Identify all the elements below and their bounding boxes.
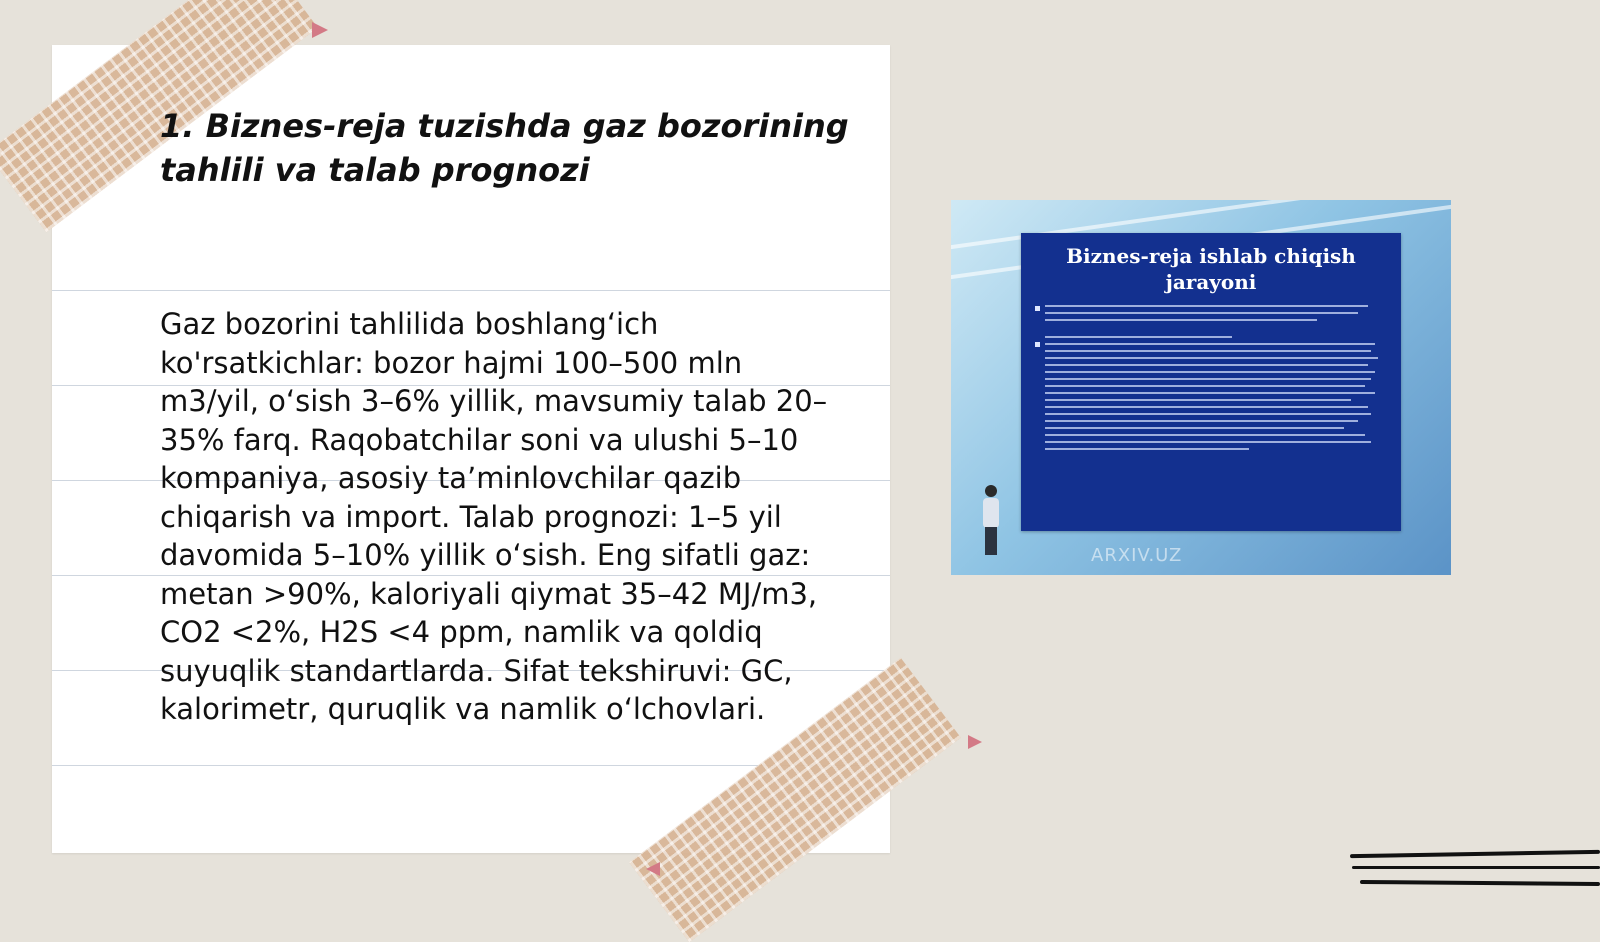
business-plan-picture — [951, 200, 1451, 575]
tape-end-accent — [968, 735, 982, 749]
decorative-brush-stroke — [1360, 880, 1600, 886]
bullet-icon — [1035, 306, 1040, 311]
slide-body-text: Gaz bozorini tahlilida boshlang‘ich ko'rsatkichlar: bozor hajmi 100–500 mln m3/yil, o‘sish 3–6% yillik, mavsumiy talab 20–35% farq. Raqobatchilar soni va ulushi 5–10 kompaniya, asosiy ta’minlovchilar qazib chiqarish va import. Talab prognozi: 1–5 yil davomida 5–10% yillik o‘sish. Eng sifatli gaz: metan >90%, kaloriyali qiymat 35–42 MJ/m3, CO2 <2%, H2S <4 ppm, namlik va qoldiq suyuqlik standartlarda. Sifat tekshiruvi: GC, kalorimetr, quruqlik va namlik o‘lchovlari. — [160, 307, 828, 726]
slide-title: 1. Biznes-reja tuzishda gaz bozorining tahlili va talab prognozi — [160, 107, 849, 189]
presenter-figure — [981, 485, 999, 555]
tape-end-accent — [646, 862, 660, 876]
inner-slide-title: Biznes-reja ishlab chiqish jarayoni — [1066, 244, 1356, 294]
inner-slide — [1021, 233, 1401, 531]
bullet-icon — [1035, 342, 1040, 347]
inner-slide-text-lines — [1045, 305, 1385, 455]
decorative-brush-stroke — [1350, 850, 1600, 858]
tape-end-accent — [312, 22, 328, 38]
paper-rule — [52, 290, 890, 291]
decorative-brush-stroke — [1352, 866, 1600, 869]
watermark-text: ARXIV.UZ — [1091, 545, 1183, 566]
